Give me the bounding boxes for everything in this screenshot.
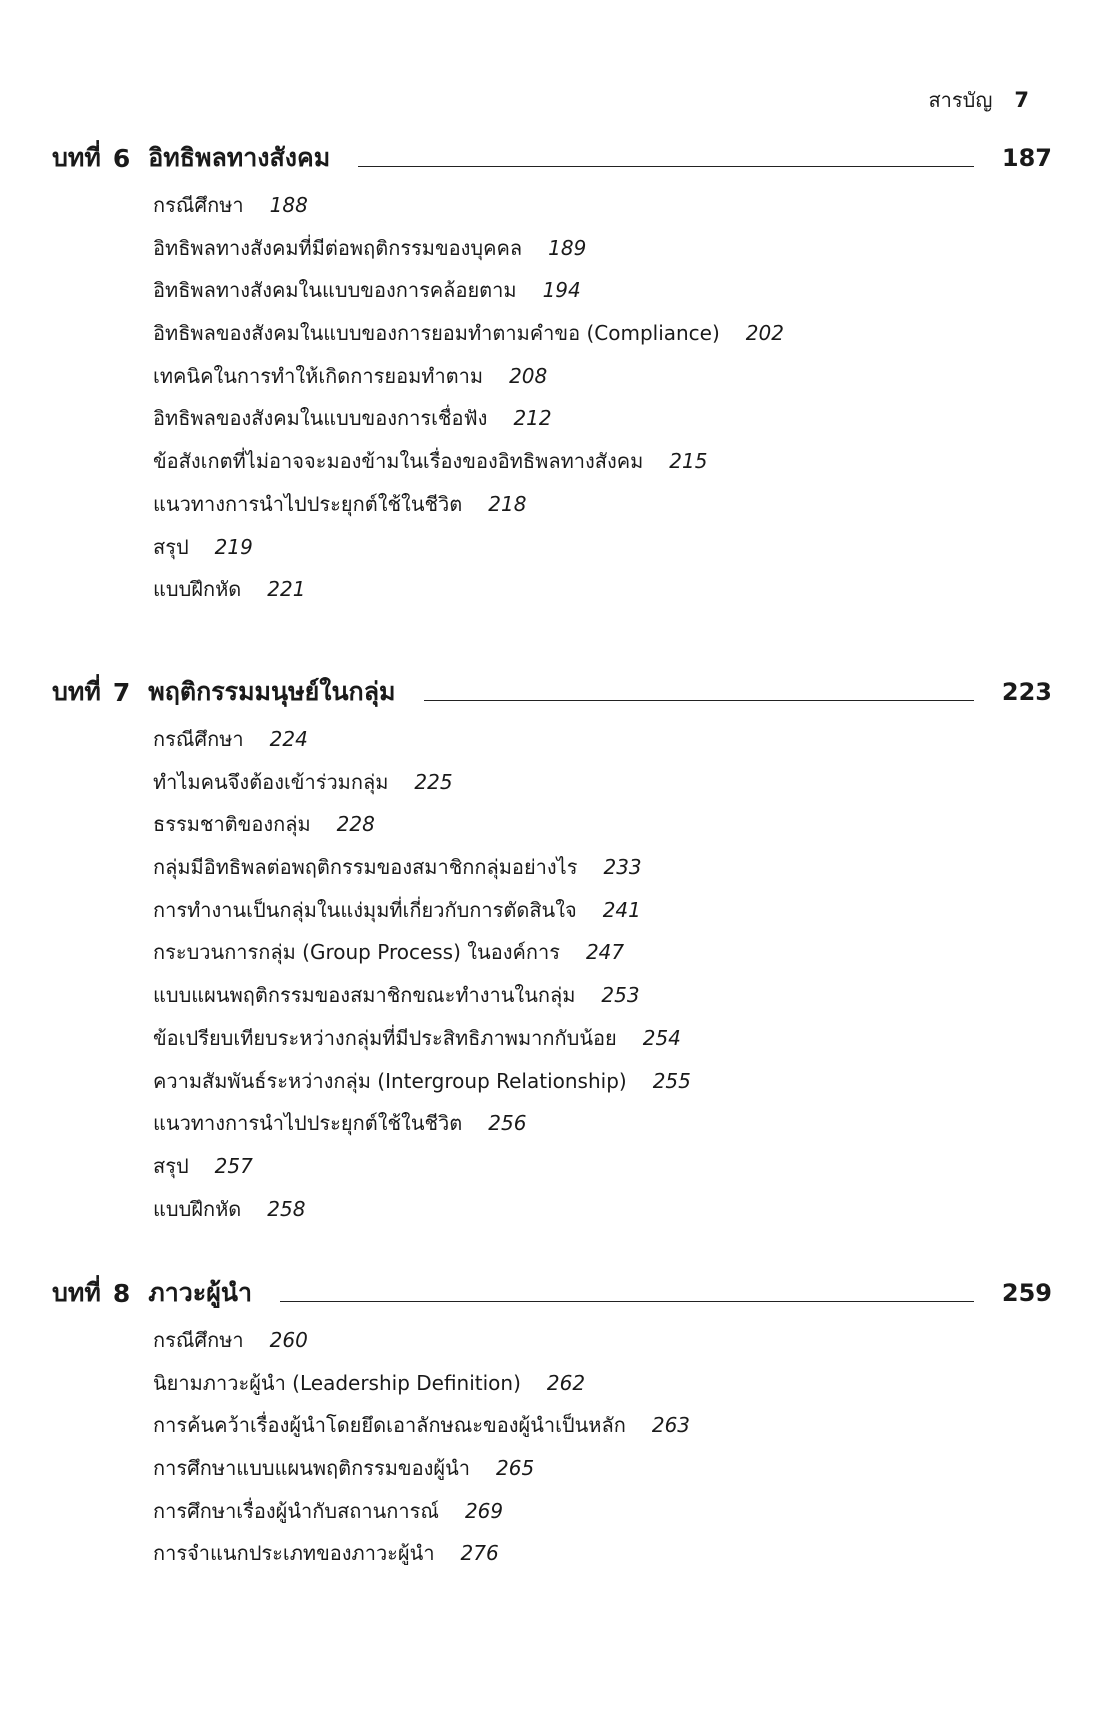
chapter-page: 259 — [1001, 1279, 1052, 1307]
toc-entry[interactable] — [153, 397, 1052, 440]
leader-rule — [280, 1301, 974, 1302]
toc-entry[interactable] — [153, 1490, 1052, 1533]
toc-entry[interactable] — [153, 931, 1052, 974]
toc-entry[interactable] — [153, 440, 1052, 483]
toc-entry[interactable] — [153, 1145, 1052, 1188]
section-label: สารบัญ — [928, 88, 993, 112]
chapter-number: 7 — [112, 677, 131, 707]
entry-title: กลุ่มมีอิทธิพลต่อพฤติกรรมของสมาชิกกลุ่มอย่างไร — [153, 855, 578, 880]
entry-title: กรณีศึกษา — [153, 727, 244, 751]
entry-title: ข้อสังเกตที่ไม่อาจจะมองข้ามในเรื่องของอิทธิพลทางสังคม — [153, 449, 644, 474]
chapter-heading[interactable] — [52, 1273, 1052, 1313]
chapter-8 — [52, 1273, 1052, 1575]
entry-title: สรุป — [153, 534, 189, 559]
entry-title: การทำงานเป็นกลุ่มในแง่มุมที่เกี่ยวกับการตัดสินใจ — [153, 897, 577, 922]
toc-entry[interactable] — [153, 269, 1052, 312]
toc-entry[interactable] — [153, 718, 1052, 761]
toc-entry[interactable] — [153, 1102, 1052, 1145]
entry-page: 212 — [513, 406, 552, 431]
toc-entry[interactable] — [153, 1447, 1052, 1490]
entry-list — [52, 1319, 1052, 1575]
toc-entry[interactable] — [153, 1060, 1052, 1103]
entry-title: แบบฝึกหัด — [153, 1196, 242, 1221]
toc-entry[interactable] — [153, 568, 1052, 611]
entry-page: 224 — [269, 727, 308, 751]
toc-entry[interactable] — [153, 889, 1052, 932]
toc-entry[interactable] — [153, 227, 1052, 270]
chapter-title: อิทธิพลทางสังคม — [148, 143, 331, 172]
chapter-label: บทที่ — [52, 677, 101, 706]
leader-rule — [424, 700, 974, 701]
entry-title: นิยามภาวะผู้นำ (Leadership Definition) — [153, 1370, 521, 1395]
entry-page: 208 — [509, 363, 548, 388]
entry-title: แบบฝึกหัด — [153, 577, 242, 602]
entry-title: การจำแนกประเภทของภาวะผู้นำ — [153, 1541, 435, 1566]
entry-page: 254 — [642, 1025, 681, 1050]
entry-page: 269 — [464, 1498, 504, 1523]
entry-page: 241 — [602, 897, 641, 922]
entry-title: การค้นคว้าเรื่องผู้นำโดยยึดเอาลักษณะของผู้นำเป็นหลัก — [153, 1413, 626, 1438]
entry-page: 215 — [669, 449, 708, 474]
toc-entry[interactable] — [153, 184, 1052, 227]
entry-page: 194 — [542, 278, 581, 303]
chapter-number: 6 — [112, 143, 131, 173]
entry-page: 225 — [414, 769, 453, 794]
chapter-title: พฤติกรรมมนุษย์ในกลุ่ม — [148, 677, 396, 706]
entry-page: 262 — [546, 1370, 586, 1395]
running-head — [928, 84, 1029, 116]
toc-entry[interactable] — [153, 312, 1052, 355]
toc-entry[interactable] — [153, 355, 1052, 398]
entry-title: ทำไมคนจึงต้องเข้าร่วมกลุ่ม — [153, 769, 389, 794]
toc-entry[interactable] — [153, 1017, 1052, 1060]
entry-title: การศึกษาแบบแผนพฤติกรรมของผู้นำ — [153, 1456, 470, 1481]
entry-list — [52, 184, 1052, 611]
toc-entry[interactable] — [153, 761, 1052, 804]
chapter-title: ภาวะผู้นำ — [148, 1278, 252, 1307]
entry-title: แนวทางการนำไปประยุกต์ใช้ในชีวิต — [153, 1111, 463, 1136]
entry-page: 276 — [460, 1541, 499, 1566]
entry-page: 218 — [488, 491, 527, 516]
entry-page: 221 — [267, 577, 306, 602]
entry-title: อิทธิพลของสังคมในแบบของการเชื่อฟัง — [153, 406, 488, 431]
entry-page: 258 — [267, 1196, 306, 1221]
entry-page: 188 — [269, 193, 308, 217]
chapter-page: 187 — [1001, 144, 1052, 172]
toc-entry[interactable] — [153, 1404, 1052, 1447]
toc-entry[interactable] — [153, 803, 1052, 846]
entry-page: 189 — [548, 235, 587, 260]
toc-entry[interactable] — [153, 526, 1052, 569]
entry-title: กรณีศึกษา — [153, 193, 244, 217]
entry-page: 219 — [214, 534, 253, 559]
entry-title: อิทธิพลของสังคมในแบบของการยอมทำตามคำขอ (Compliance) — [153, 321, 720, 346]
entry-title: เทคนิคในการทำให้เกิดการยอมทำตาม — [153, 363, 484, 388]
entry-page: 265 — [496, 1456, 535, 1481]
chapter-heading[interactable] — [52, 138, 1052, 178]
leader-rule — [358, 166, 974, 167]
chapter-page: 223 — [1001, 678, 1052, 706]
entry-title: อิทธิพลทางสังคมในแบบของการคล้อยตาม — [153, 278, 517, 303]
entry-page: 253 — [601, 983, 640, 1008]
entry-title: ข้อเปรียบเทียบระหว่างกลุ่มที่มีประสิทธิภาพมากกับน้อย — [153, 1025, 617, 1050]
chapter-label: บทที่ — [52, 1278, 101, 1307]
toc-entry[interactable] — [153, 483, 1052, 526]
toc-entry[interactable] — [153, 846, 1052, 889]
chapter-6 — [52, 138, 1052, 611]
entry-title: แบบแผนพฤติกรรมของสมาชิกขณะทำงานในกลุ่ม — [153, 983, 576, 1008]
entry-title: กรณีศึกษา — [153, 1328, 244, 1352]
entry-page: 228 — [336, 812, 375, 837]
entry-title: กระบวนการกลุ่ม (Group Process) ในองค์การ — [153, 940, 560, 965]
toc-entry[interactable] — [153, 1532, 1052, 1575]
entry-page: 256 — [488, 1111, 527, 1136]
entry-title: สรุป — [153, 1153, 189, 1178]
entry-page: 255 — [652, 1068, 691, 1093]
entry-list — [52, 718, 1052, 1230]
entry-page: 260 — [269, 1328, 308, 1352]
chapter-number: 8 — [112, 1278, 131, 1308]
chapter-7 — [52, 672, 1052, 1230]
toc-entry[interactable] — [153, 974, 1052, 1017]
entry-title: ธรรมชาติของกลุ่ม — [153, 812, 311, 837]
toc-entry[interactable] — [153, 1362, 1052, 1405]
chapter-label: บทที่ — [52, 143, 101, 172]
entry-page: 257 — [214, 1153, 253, 1178]
entry-page: 247 — [585, 940, 625, 965]
entry-page: 263 — [651, 1413, 691, 1438]
entry-title: การศึกษาเรื่องผู้นำกับสถานการณ์ — [153, 1498, 439, 1523]
entry-title: แนวทางการนำไปประยุกต์ใช้ในชีวิต — [153, 491, 463, 516]
chapter-heading[interactable] — [52, 672, 1052, 712]
toc-entry[interactable] — [153, 1188, 1052, 1231]
entry-title: อิทธิพลทางสังคมที่มีต่อพฤติกรรมของบุคคล — [153, 235, 523, 260]
toc-entry[interactable] — [153, 1319, 1052, 1362]
entry-title: ความสัมพันธ์ระหว่างกลุ่ม (Intergroup Relationship) — [153, 1068, 627, 1093]
entry-page: 233 — [603, 855, 642, 880]
page-number: 7 — [1014, 88, 1029, 112]
entry-page: 202 — [745, 321, 784, 346]
